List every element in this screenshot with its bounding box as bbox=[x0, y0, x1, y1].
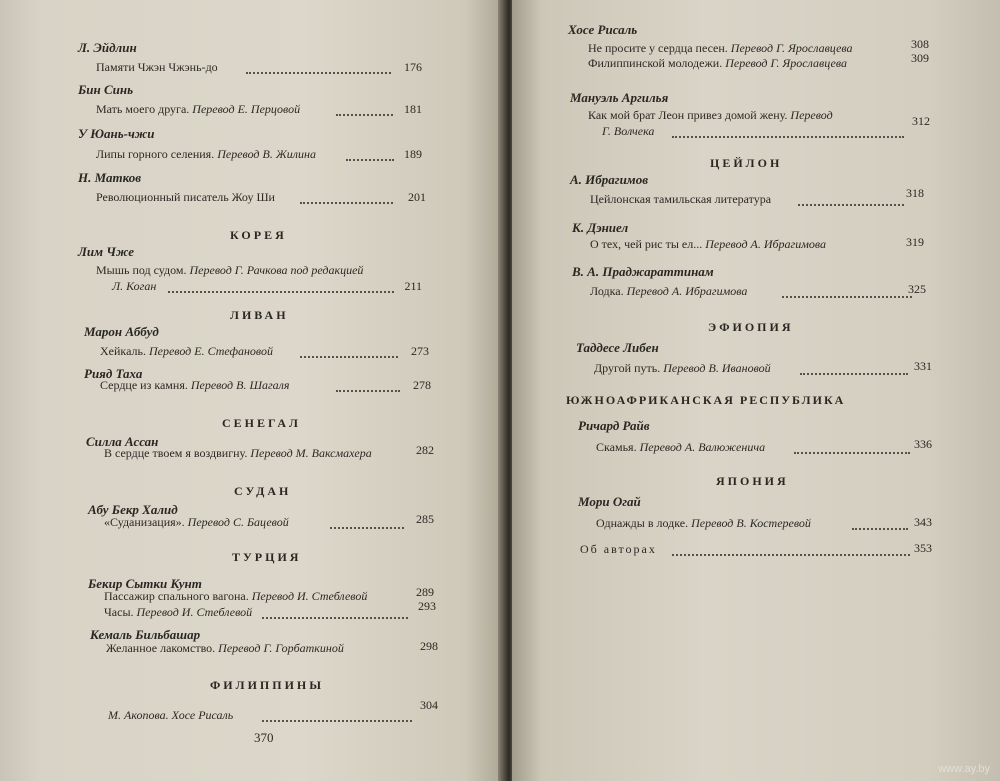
entry-title: Мышь под судом. Перевод Г. Рачкова под редакцией bbox=[96, 263, 364, 277]
country-heading: СЕНЕГАЛ bbox=[222, 416, 301, 430]
author-name: Ричард Райв bbox=[578, 418, 650, 433]
author-name: А. Ибрагимов bbox=[570, 172, 649, 187]
leader-dots bbox=[798, 204, 904, 206]
page-number: 298 bbox=[420, 639, 438, 653]
author-name: Мори Огай bbox=[578, 494, 641, 509]
page-number: 211 bbox=[404, 279, 422, 293]
page-number: 312 bbox=[912, 114, 930, 128]
author-name: Бекир Сытки Кунт bbox=[88, 576, 202, 591]
leader-dots bbox=[672, 554, 910, 556]
entry-title-cont: Г. Волчека bbox=[602, 124, 655, 138]
entry-title: Однажды в лодке. Перевод В. Костеревой bbox=[596, 516, 811, 530]
entry-title: Цейлонская тамильская литература bbox=[590, 192, 772, 206]
entry-title: Желанное лакомство. Перевод Г. Горбаткиной bbox=[106, 641, 344, 655]
leader-dots bbox=[246, 72, 391, 74]
page-number: 176 bbox=[404, 60, 422, 74]
page-number: 353 bbox=[914, 541, 932, 555]
right-page bbox=[512, 0, 1000, 781]
entry-title: Часы. Перевод И. Стеблевой bbox=[104, 605, 253, 619]
leader-dots bbox=[168, 291, 394, 293]
entry-title: Сердце из камня. Перевод В. Шагаля bbox=[100, 378, 290, 392]
page-number: 189 bbox=[404, 147, 422, 161]
author-name: Силла Ассан bbox=[86, 434, 159, 449]
country-heading: КОРЕЯ bbox=[230, 228, 287, 242]
country-heading: ЮЖНОАФРИКАНСКАЯ РЕСПУБЛИКА bbox=[566, 393, 846, 407]
page-number: 336 bbox=[914, 437, 932, 451]
page-number: 278 bbox=[413, 378, 431, 392]
page-number: 308 bbox=[911, 37, 929, 51]
entry-title: Мать моего друга. Перевод Е. Перцовой bbox=[96, 102, 301, 116]
entry-title: Не просите у сердца песен. Перевод Г. Ярославцева bbox=[588, 41, 853, 55]
author-name: Абу Бекр Халид bbox=[88, 502, 178, 517]
leader-dots bbox=[672, 136, 904, 138]
leader-dots bbox=[262, 720, 412, 722]
entry-title: О тех, чей рис ты ел... Перевод А. Ибрагимова bbox=[590, 237, 827, 251]
leader-dots bbox=[262, 617, 408, 619]
author-name: Лим Чже bbox=[78, 244, 135, 259]
author-name: В. А. Праджараттинам bbox=[572, 264, 714, 279]
page-number: 285 bbox=[416, 512, 434, 526]
entry-title: «Суданизация». Перевод С. Бацевой bbox=[104, 515, 289, 529]
country-heading: ЛИВАН bbox=[230, 308, 289, 322]
page-number: 201 bbox=[408, 190, 426, 204]
entry-title: М. Акопова. Хосе Рисаль bbox=[108, 708, 234, 722]
entry-title: Памяти Чжэн Чжэнь-до bbox=[96, 60, 218, 74]
page-number: 331 bbox=[914, 359, 932, 373]
page-number: 318 bbox=[906, 186, 924, 200]
author-name: Мануэль Аргилья bbox=[570, 90, 669, 105]
country-heading: ЦЕЙЛОН bbox=[710, 156, 783, 170]
page-number: 289 bbox=[416, 585, 434, 599]
leader-dots bbox=[330, 527, 404, 529]
author-name: Кемаль Бильбашар bbox=[90, 627, 201, 642]
author-name: Бин Синь bbox=[78, 82, 134, 97]
country-heading: ЭФИОПИЯ bbox=[708, 320, 794, 334]
entry-title: Скамья. Перевод А. Валюженича bbox=[596, 440, 766, 454]
entry-title: Другой путь. Перевод В. Ивановой bbox=[594, 361, 771, 375]
page-number: 273 bbox=[411, 344, 429, 358]
country-heading: ЯПОНИЯ bbox=[716, 474, 789, 488]
entry-title: Липы горного селения. Перевод В. Жилина bbox=[96, 147, 316, 161]
author-name: Л. Эйдлин bbox=[78, 40, 137, 55]
entry-title: Пассажир спального вагона. Перевод И. Стеблевой bbox=[104, 589, 368, 603]
page-number: 304 bbox=[420, 698, 438, 712]
page-number: 181 bbox=[404, 102, 422, 116]
leader-dots bbox=[794, 452, 910, 454]
page-number: 343 bbox=[914, 515, 932, 529]
page-number: 325 bbox=[908, 282, 926, 296]
author-name: К. Дэниел bbox=[572, 220, 629, 235]
country-heading: ФИЛИППИНЫ bbox=[210, 678, 325, 692]
entry-title: Революционный писатель Жоу Ши bbox=[96, 190, 275, 204]
entry-title: Филиппинской молодежи. Перевод Г. Ярославцева bbox=[588, 56, 847, 70]
author-name: Хосе Рисаль bbox=[568, 22, 638, 37]
country-heading: ТУРЦИЯ bbox=[232, 550, 302, 564]
page-number: 293 bbox=[418, 599, 436, 613]
entry-title: Лодка. Перевод А. Ибрагимова bbox=[590, 284, 748, 298]
author-name: Марон Аббуд bbox=[84, 324, 159, 339]
leader-dots bbox=[300, 356, 398, 358]
country-heading: СУДАН bbox=[234, 484, 292, 498]
entry-title-cont: Л. Коган bbox=[112, 279, 157, 293]
entry-title: Об авторах bbox=[580, 542, 657, 556]
author-name: Н. Матков bbox=[78, 170, 142, 185]
watermark: www.ay.by bbox=[938, 763, 990, 775]
page-number: 309 bbox=[911, 51, 929, 65]
author-name: Таддесе Либен bbox=[576, 340, 659, 355]
author-name: Рияд Таха bbox=[84, 366, 143, 381]
page-folio: 370 bbox=[254, 730, 274, 745]
author-name: У Юань-чжи bbox=[78, 126, 155, 141]
entry-title: Хейкаль. Перевод Е. Стефановой bbox=[100, 344, 273, 358]
entry-title: В сердце твоем я воздвигну. Перевод М. Ваксмахера bbox=[104, 446, 372, 460]
leader-dots bbox=[300, 202, 393, 204]
page-number: 282 bbox=[416, 443, 434, 457]
entry-title: Как мой брат Леон привез домой жену. Перевод bbox=[588, 108, 833, 122]
page-number: 319 bbox=[906, 235, 924, 249]
